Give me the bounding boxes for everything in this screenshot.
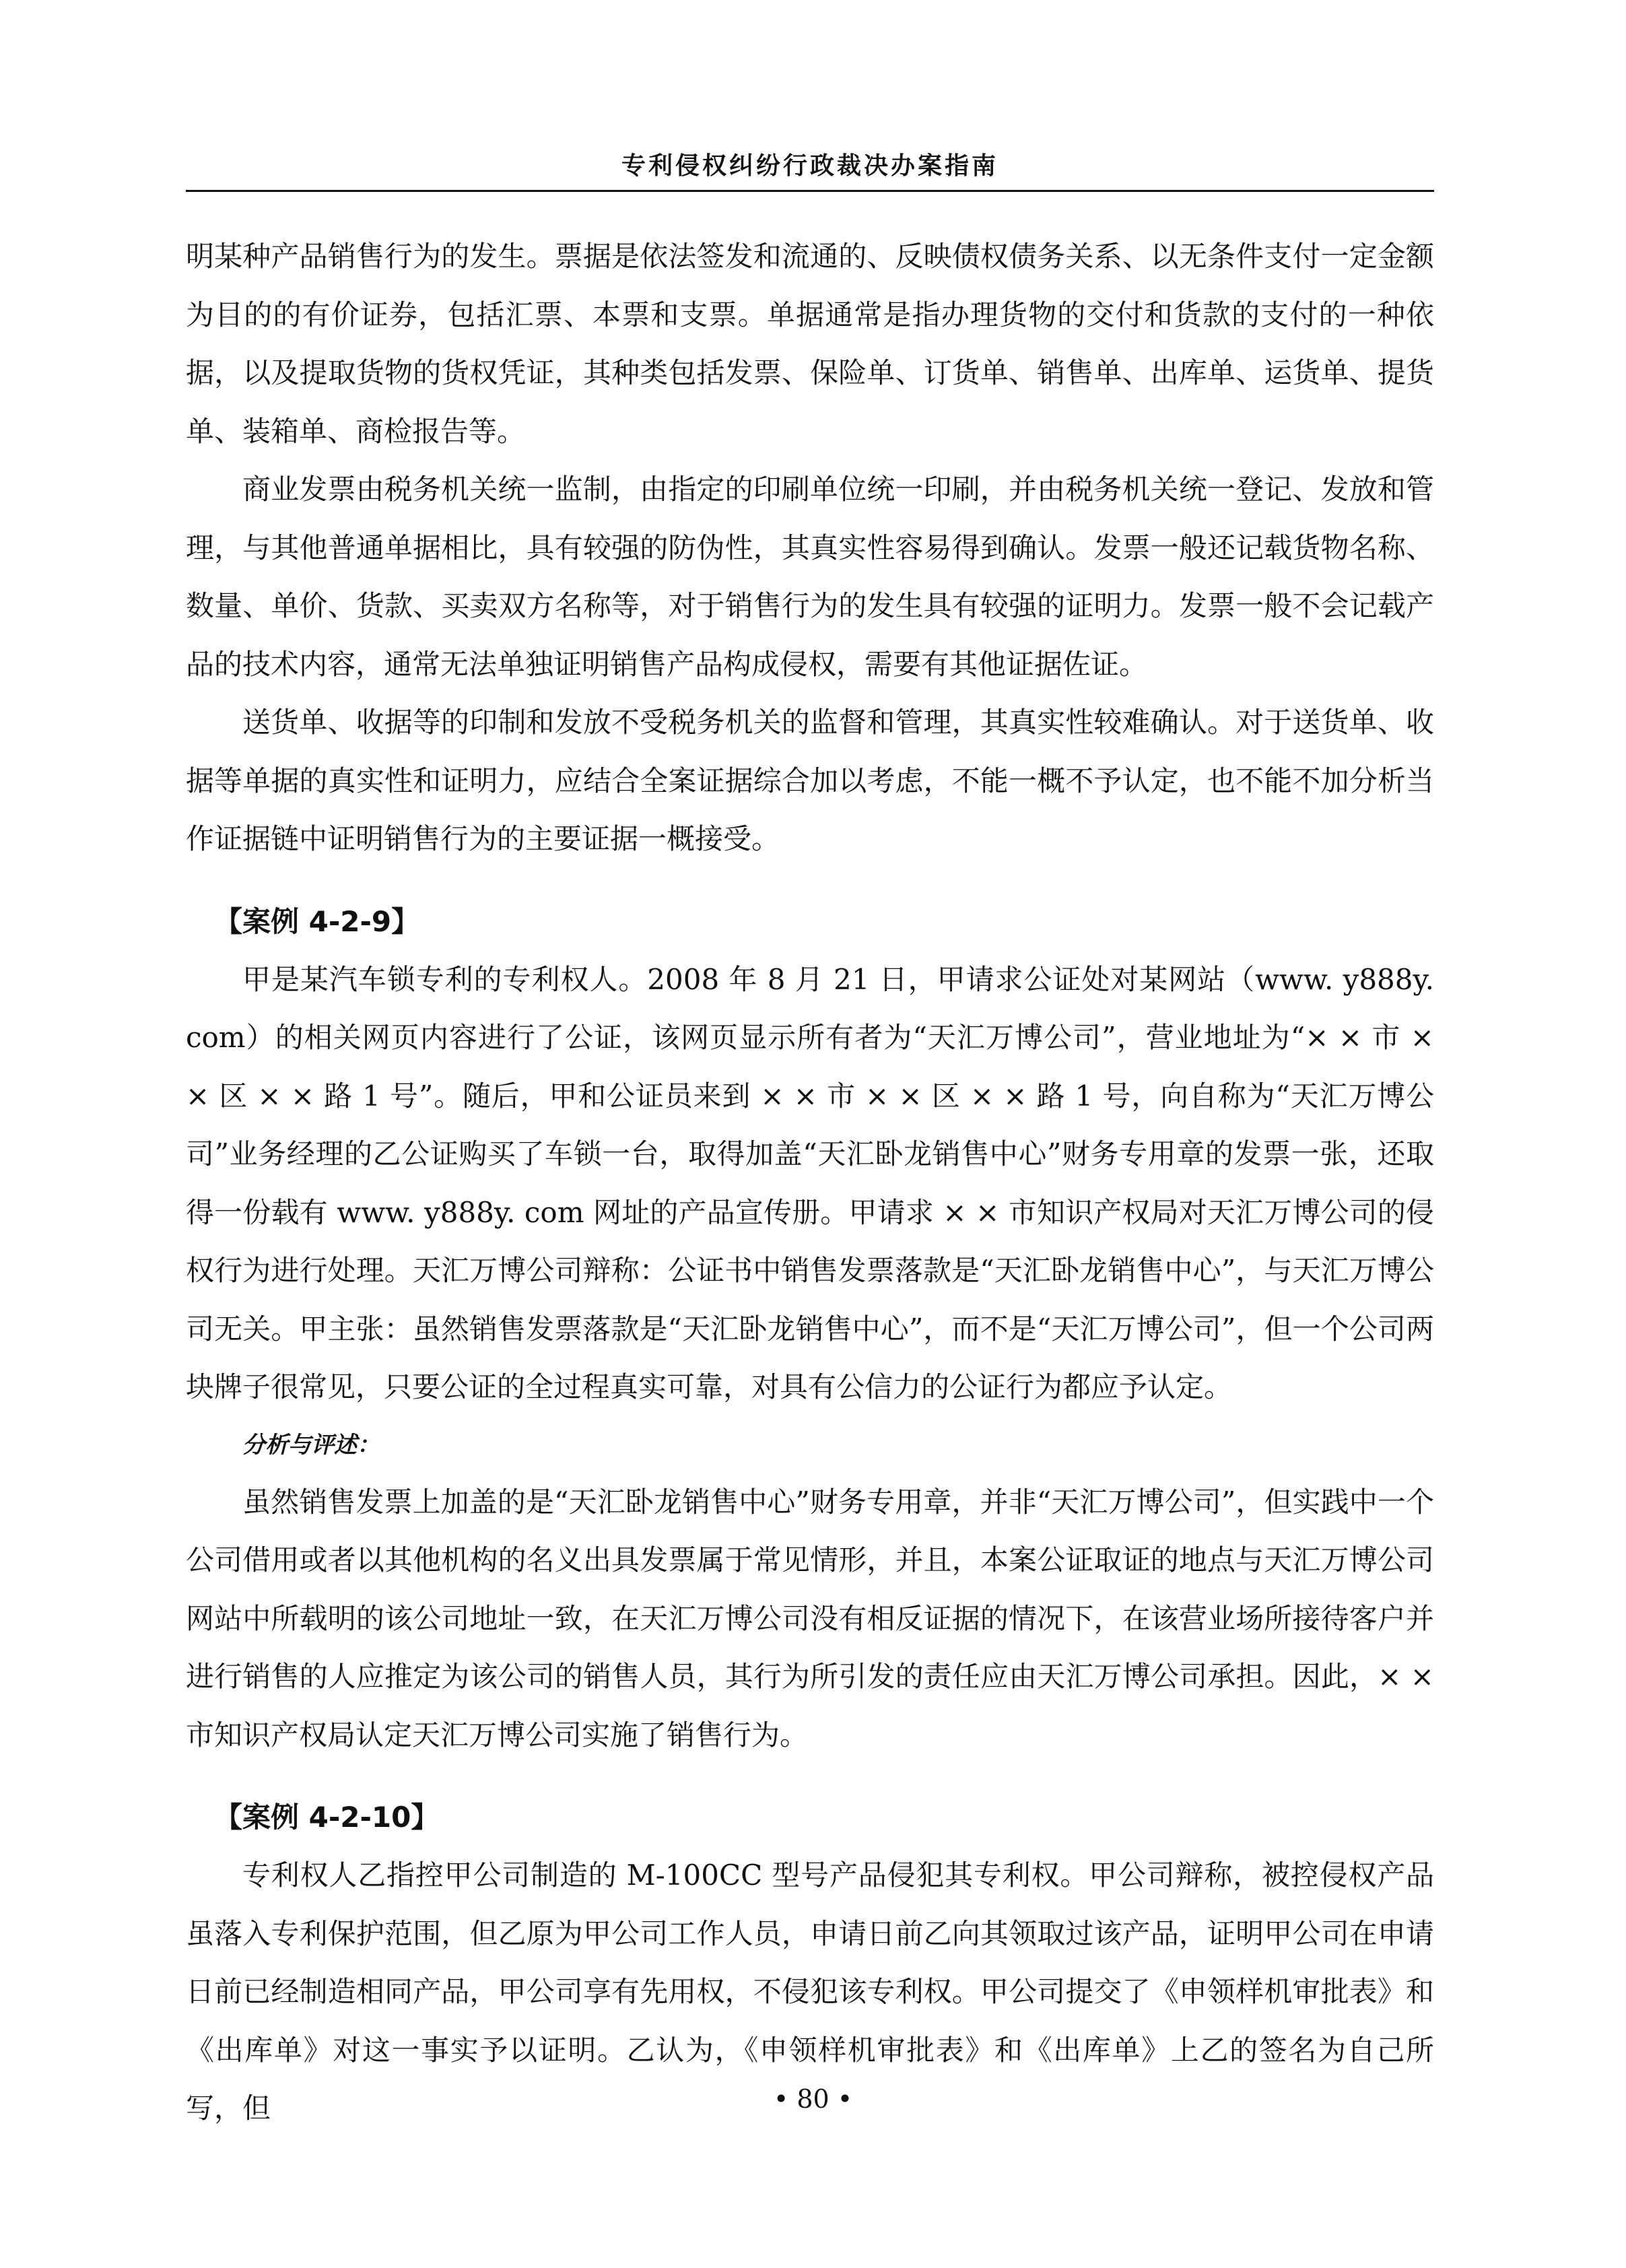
- paragraph-bills-definition: 明某种产品销售行为的发生。票据是依法签发和流通的、反映债权债务关系、以无条件支付一定金额为目的的有价证券，包括汇票、本票和支票。单据通常是指办理货物的交付和货款的支付的一种依据，以及提取货物的货权凭证，其种类包括发票、保险单、订货单、销售单、出库单、运货单、提货单、装箱单、商检报告等。: [186, 240, 1434, 448]
- case-4-2-9-facts: 甲是某汽车锁专利的专利权人。2008 年 8 月 21 日，甲请求公证处对某网站（www. y888y. com）的相关网页内容进行了公证，该网页显示所有者为“天汇万博公司”，营业地址为“× × 市 × × 区 × × 路 1 号”。随后，甲和公证员来到 × × 市 × × 区 × × 路 1 号，向自称为“天汇万博公司”业务经理的乙公证购买了车锁一台，取得加盖“天汇卧龙销售中心”财务专用章的发票一张，还取得一份载有 www. y888y. com 网址的产品宣传册。甲请求 × × 市知识产权局对天汇万博公司的侵权行为进行处理。天汇万博公司辩称：公证书中销售发票落款是“天汇卧龙销售中心”，与天汇万博公司无关。甲主张：虽然销售发票落款是“天汇卧龙销售中心”，而不是“天汇万博公司”，但一个公司两块牌子很常见，只要公证的全过程真实可靠，对具有公信力的公证行为都应予认定。: [186, 962, 1434, 1403]
- page-body: [186, 228, 1434, 2138]
- paragraph-delivery-notes: 送货单、收据等的印制和发放不受税务机关的监督和管理，其真实性较难确认。对于送货单、收据等单据的真实性和证明力，应结合全案证据综合加以考虑，不能一概不予认定，也不能不加分析当作证据链中证明销售行为的主要证据一概接受。: [186, 706, 1434, 855]
- case-4-2-9-analysis: 虽然销售发票上加盖的是“天汇卧龙销售中心”财务专用章，并非“天汇万博公司”，但实践中一个公司借用或者以其他机构的名义出具发票属于常见情形，并且，本案公证取证的地点与天汇万博公司网站中所载明的该公司地址一致，在天汇万博公司没有相反证据的情况下，在该营业场所接待客户并进行销售的人应推定为该公司的销售人员，其行为所引发的责任应由天汇万博公司承担。因此，× × 市知识产权局认定天汇万博公司实施了销售行为。: [186, 1485, 1434, 1752]
- running-header: 专利侵权纠纷行政裁决办案指南: [621, 152, 998, 180]
- case-4-2-9-title: 【案例 4-2-9】: [214, 904, 420, 938]
- case-4-2-10-title: 【案例 4-2-10】: [214, 1801, 440, 1834]
- header-rule: [186, 190, 1434, 192]
- case-4-2-10-facts: 专利权人乙指控甲公司制造的 M-100CC 型号产品侵犯其专利权。甲公司辩称，被控侵权产品虽落入专利保护范围，但乙原为甲公司工作人员，申请日前乙向其领取过该产品，证明甲公司在申请日前已经制造相同产品，甲公司享有先用权，不侵犯该专利权。甲公司提交了《申领样机审批表》和《出库单》对这一事实予以证明。乙认为，《申领样机审批表》和《出库单》上乙的签名为自己所写，但: [186, 1859, 1434, 2125]
- case-4-2-9-analysis-label: 分析与评述：: [242, 1431, 380, 1459]
- paragraph-commercial-invoice: 商业发票由税务机关统一监制，由指定的印刷单位统一印刷，并由税务机关统一登记、发放和管理，与其他普通单据相比，具有较强的防伪性，其真实性容易得到确认。发票一般还记载货物名称、数量、单价、货款、买卖双方名称等，对于销售行为的发生具有较强的证明力。发票一般不会记载产品的技术内容，通常无法单独证明销售产品构成侵权，需要有其他证据佐证。: [186, 473, 1434, 681]
- page-number: • 80 •: [773, 2084, 853, 2114]
